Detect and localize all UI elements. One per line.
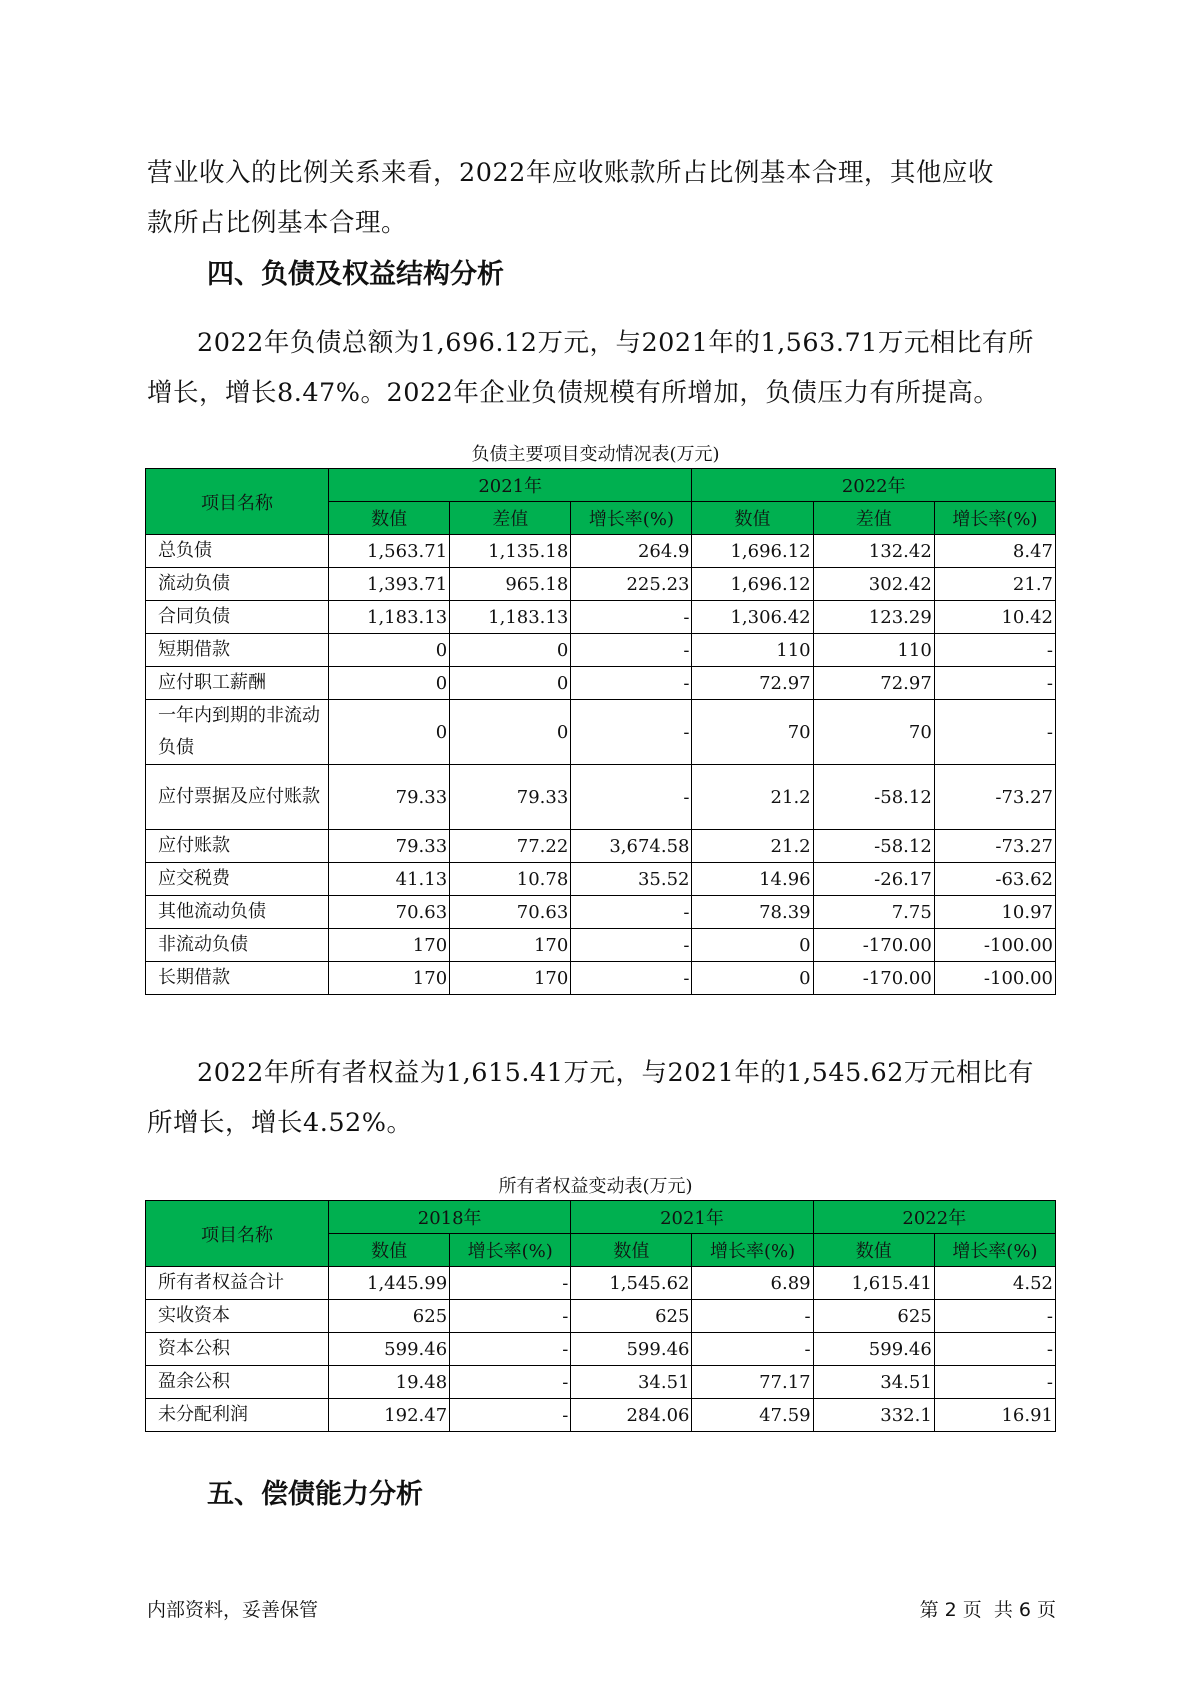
table-cell: -: [934, 667, 1055, 700]
table-cell: 625: [813, 1300, 934, 1333]
table-row: [146, 1300, 1056, 1333]
subheader: 增长率(%): [571, 502, 692, 535]
table-row: [146, 634, 1056, 667]
liability-table: [145, 468, 1056, 995]
table-row: [146, 1333, 1056, 1366]
row-name: 非流动负债: [146, 929, 329, 962]
table-row: [146, 929, 1056, 962]
table-cell: -: [571, 962, 692, 995]
row-name: 应付职工薪酬: [146, 667, 329, 700]
liability-line-1: 2022年负债总额为1,696.12万元，与2021年的1,563.71万元相比有所: [197, 328, 1034, 358]
table-cell: 110: [692, 634, 813, 667]
table-cell: -: [571, 765, 692, 830]
table-cell: 1,615.41: [813, 1267, 934, 1300]
table-row: [146, 1399, 1056, 1432]
table-cell: -100.00: [934, 929, 1055, 962]
liability-table-caption: 负债主要项目变动情况表(万元): [471, 444, 720, 465]
table-cell: 1,393.71: [329, 568, 450, 601]
table-cell: 10.78: [450, 863, 571, 896]
table-cell: 284.06: [571, 1399, 692, 1432]
table-row: [146, 667, 1056, 700]
table-row: [146, 568, 1056, 601]
table-cell: 77.22: [450, 830, 571, 863]
subheader: 数值: [571, 1234, 692, 1267]
table-cell: 170: [329, 929, 450, 962]
table-row: [146, 962, 1056, 995]
row-name: 所有者权益合计: [146, 1267, 329, 1300]
table-cell: -: [571, 929, 692, 962]
subheader: 数值: [329, 502, 450, 535]
table-cell: 264.9: [571, 535, 692, 568]
row-name: 应付账款: [146, 830, 329, 863]
table-cell: 1,445.99: [329, 1267, 450, 1300]
table-row: [146, 601, 1056, 634]
table-cell: 16.91: [934, 1399, 1055, 1432]
table-cell: -58.12: [813, 765, 934, 830]
name-header: 项目名称: [146, 469, 329, 535]
equity-paragraph: [147, 1048, 1047, 1148]
table-cell: 0: [692, 929, 813, 962]
row-name: 短期借款: [146, 634, 329, 667]
table-cell: -58.12: [813, 830, 934, 863]
table-cell: 3,674.58: [571, 830, 692, 863]
equity-line-2: 所增长，增长4.52%。: [147, 1108, 413, 1138]
table-cell: -: [450, 1366, 571, 1399]
table-cell: 110: [813, 634, 934, 667]
table-cell: 0: [450, 667, 571, 700]
table-cell: -73.27: [934, 765, 1055, 830]
table-cell: 70.63: [329, 896, 450, 929]
table-cell: -: [450, 1267, 571, 1300]
table-cell: 77.17: [692, 1366, 813, 1399]
table-cell: -73.27: [934, 830, 1055, 863]
table-cell: 599.46: [329, 1333, 450, 1366]
table-cell: -: [571, 896, 692, 929]
subheader: 差值: [450, 502, 571, 535]
equity-table-caption: 所有者权益变动表(万元): [498, 1176, 693, 1197]
subheader: 数值: [692, 502, 813, 535]
table-cell: 19.48: [329, 1366, 450, 1399]
table-cell: 34.51: [571, 1366, 692, 1399]
table-row: [146, 896, 1056, 929]
subheader: 数值: [329, 1234, 450, 1267]
table-row: [146, 830, 1056, 863]
row-name: 一年内到期的非流动负债: [146, 700, 329, 765]
liability-paragraph: [147, 318, 1047, 418]
table-cell: 7.75: [813, 896, 934, 929]
subheader: 增长率(%): [692, 1234, 813, 1267]
section-5-title: 五、偿债能力分析: [207, 1479, 423, 1510]
table-cell: -26.17: [813, 863, 934, 896]
table-cell: 6.89: [692, 1267, 813, 1300]
table-cell: 225.23: [571, 568, 692, 601]
table-cell: 0: [450, 700, 571, 765]
table-cell: 70: [692, 700, 813, 765]
row-name: 应交税费: [146, 863, 329, 896]
table-cell: 1,563.71: [329, 535, 450, 568]
row-name: 流动负债: [146, 568, 329, 601]
table-row: [146, 700, 1056, 765]
year-header: 2022年: [692, 469, 1056, 502]
intro-line-1: 营业收入的比例关系来看，2022年应收账款所占比例基本合理，其他应收: [147, 158, 994, 188]
table-cell: 78.39: [692, 896, 813, 929]
table-cell: 625: [329, 1300, 450, 1333]
table-cell: 79.33: [329, 830, 450, 863]
equity-table: [145, 1200, 1056, 1432]
table-cell: 72.97: [692, 667, 813, 700]
table-cell: 0: [329, 700, 450, 765]
table-cell: -: [692, 1300, 813, 1333]
table-cell: 10.97: [934, 896, 1055, 929]
table-cell: 0: [329, 667, 450, 700]
row-name: 盈余公积: [146, 1366, 329, 1399]
table-cell: -: [934, 1300, 1055, 1333]
year-header: 2022年: [813, 1201, 1055, 1234]
row-name: 未分配利润: [146, 1399, 329, 1432]
table-cell: 132.42: [813, 535, 934, 568]
table-row: [146, 863, 1056, 896]
row-name: 长期借款: [146, 962, 329, 995]
table-cell: -: [571, 700, 692, 765]
table-cell: 8.47: [934, 535, 1055, 568]
table-cell: -: [571, 601, 692, 634]
table-cell: 1,306.42: [692, 601, 813, 634]
table-cell: 170: [450, 929, 571, 962]
equity-line-1: 2022年所有者权益为1,615.41万元，与2021年的1,545.62万元相比有: [197, 1058, 1034, 1088]
table-cell: 34.51: [813, 1366, 934, 1399]
table-cell: 332.1: [813, 1399, 934, 1432]
subheader: 增长率(%): [934, 502, 1055, 535]
subheader: 增长率(%): [934, 1234, 1055, 1267]
subheader: 数值: [813, 1234, 934, 1267]
table-cell: -: [934, 1333, 1055, 1366]
table-cell: 1,183.13: [450, 601, 571, 634]
table-cell: 0: [329, 634, 450, 667]
table-cell: 47.59: [692, 1399, 813, 1432]
table-cell: 1,696.12: [692, 535, 813, 568]
section-4-title: 四、负债及权益结构分析: [207, 259, 504, 290]
table-cell: 0: [692, 962, 813, 995]
table-cell: -: [571, 667, 692, 700]
table-cell: 599.46: [813, 1333, 934, 1366]
table-cell: 70.63: [450, 896, 571, 929]
subheader: 增长率(%): [450, 1234, 571, 1267]
table-cell: 302.42: [813, 568, 934, 601]
year-header: 2018年: [329, 1201, 571, 1234]
table-cell: -: [450, 1399, 571, 1432]
table-cell: 41.13: [329, 863, 450, 896]
row-name: 合同负债: [146, 601, 329, 634]
intro-paragraph: [147, 148, 1047, 248]
year-header: 2021年: [329, 469, 692, 502]
table-cell: 1,696.12: [692, 568, 813, 601]
row-name: 总负债: [146, 535, 329, 568]
table-cell: 14.96: [692, 863, 813, 896]
table-cell: 123.29: [813, 601, 934, 634]
name-header: 项目名称: [146, 1201, 329, 1267]
table-cell: 170: [450, 962, 571, 995]
row-name: 资本公积: [146, 1333, 329, 1366]
table-cell: -: [692, 1333, 813, 1366]
table-cell: -: [934, 634, 1055, 667]
liability-line-2: 增长，增长8.47%。2022年企业负债规模有所增加，负债压力有所提高。: [147, 378, 1000, 408]
table-row: [146, 1366, 1056, 1399]
table-cell: 10.42: [934, 601, 1055, 634]
table-cell: 21.2: [692, 830, 813, 863]
table-cell: 35.52: [571, 863, 692, 896]
year-header: 2021年: [571, 1201, 813, 1234]
table-cell: -: [934, 1366, 1055, 1399]
footer-confidential: 内部资料，妥善保管: [147, 1599, 319, 1621]
table-cell: 1,135.18: [450, 535, 571, 568]
table-cell: 72.97: [813, 667, 934, 700]
table-cell: -: [571, 634, 692, 667]
table-cell: 0: [450, 634, 571, 667]
table-row: [146, 765, 1056, 830]
table-cell: 21.7: [934, 568, 1055, 601]
table-cell: 965.18: [450, 568, 571, 601]
table-cell: -: [450, 1300, 571, 1333]
table-row: [146, 1267, 1056, 1300]
table-cell: 4.52: [934, 1267, 1055, 1300]
row-name: 应付票据及应付账款: [146, 765, 329, 830]
table-cell: 21.2: [692, 765, 813, 830]
table-cell: 625: [571, 1300, 692, 1333]
table-row: [146, 535, 1056, 568]
table-cell: 170: [329, 962, 450, 995]
table-cell: -63.62: [934, 863, 1055, 896]
table-cell: 599.46: [571, 1333, 692, 1366]
table-cell: 70: [813, 700, 934, 765]
table-cell: -100.00: [934, 962, 1055, 995]
table-cell: 79.33: [329, 765, 450, 830]
subheader: 差值: [813, 502, 934, 535]
table-cell: 79.33: [450, 765, 571, 830]
table-cell: 192.47: [329, 1399, 450, 1432]
table-cell: -: [450, 1333, 571, 1366]
table-cell: 1,545.62: [571, 1267, 692, 1300]
row-name: 实收资本: [146, 1300, 329, 1333]
table-cell: -: [934, 700, 1055, 765]
table-cell: 1,183.13: [329, 601, 450, 634]
intro-line-2: 款所占比例基本合理。: [147, 208, 408, 238]
table-cell: -170.00: [813, 962, 934, 995]
footer-page-number: 第 2 页 共 6 页: [919, 1599, 1056, 1621]
row-name: 其他流动负债: [146, 896, 329, 929]
table-cell: -170.00: [813, 929, 934, 962]
